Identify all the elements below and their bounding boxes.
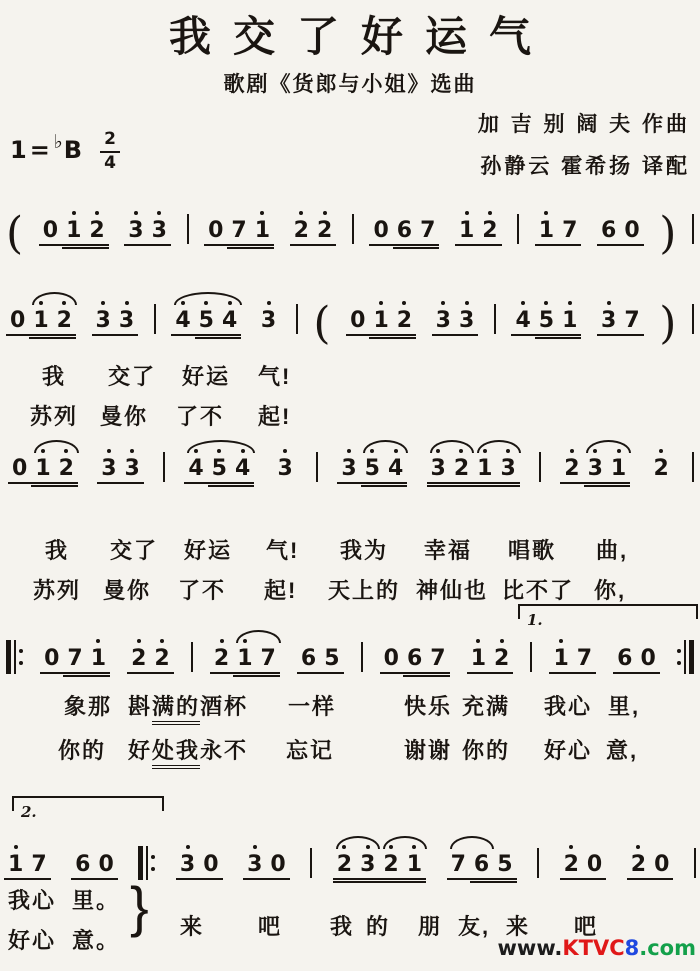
flat-icon: ♭ bbox=[53, 130, 63, 153]
note-group bbox=[627, 852, 674, 880]
note-group bbox=[71, 852, 118, 880]
octave-dot bbox=[569, 845, 573, 849]
lyric: 斟 bbox=[128, 694, 153, 719]
octave-dot bbox=[253, 845, 257, 849]
note: 1 bbox=[535, 218, 558, 246]
note-group bbox=[427, 456, 520, 484]
barline bbox=[191, 642, 193, 672]
lyric: 气! bbox=[258, 364, 292, 389]
note-group bbox=[535, 218, 582, 246]
lyric: 快乐 bbox=[404, 694, 453, 719]
note: 6 bbox=[71, 852, 94, 880]
note-group bbox=[97, 456, 144, 484]
note-group bbox=[369, 218, 439, 246]
lyric: 交了 bbox=[110, 538, 159, 563]
note: 1 bbox=[607, 456, 630, 484]
barline bbox=[361, 642, 363, 672]
note-group bbox=[8, 456, 78, 484]
note: 0 bbox=[369, 218, 392, 246]
ending-bracket-1 bbox=[518, 604, 698, 629]
watermark-part: www. bbox=[497, 936, 563, 960]
note: 6 bbox=[403, 646, 426, 674]
score-line-2 bbox=[6, 298, 694, 349]
translator-credit: 孙静云 霍希扬 译配 bbox=[480, 155, 690, 178]
lyric: 处我 bbox=[152, 734, 200, 769]
note: 2 bbox=[150, 646, 173, 674]
note: 7 bbox=[416, 218, 439, 246]
lyric: 曼你 bbox=[100, 404, 149, 429]
note-group bbox=[40, 646, 110, 674]
octave-dot bbox=[544, 301, 548, 305]
octave-dot bbox=[465, 301, 469, 305]
note-group bbox=[337, 456, 407, 484]
ending-label: 2. bbox=[21, 803, 37, 821]
note: 5 bbox=[195, 308, 218, 336]
octave-dot bbox=[137, 639, 141, 643]
note: 4 bbox=[511, 308, 534, 336]
note: 5 bbox=[535, 308, 558, 336]
octave-dot bbox=[299, 211, 303, 215]
note-group bbox=[127, 646, 174, 674]
note-group bbox=[39, 218, 109, 246]
note: 2 bbox=[649, 456, 672, 484]
octave-dot bbox=[96, 639, 100, 643]
note: 4 bbox=[171, 308, 194, 336]
score-line-3 bbox=[8, 452, 694, 484]
octave-dot bbox=[72, 211, 76, 215]
octave-dot bbox=[570, 449, 574, 453]
note: 7 bbox=[426, 646, 449, 674]
page-title: 我交了好运气 bbox=[168, 13, 553, 60]
note: 5 bbox=[320, 646, 343, 674]
barline bbox=[530, 642, 532, 672]
note: 1 bbox=[473, 456, 496, 484]
slur bbox=[586, 440, 631, 453]
lyric: 忘记 bbox=[286, 738, 335, 763]
lyric: 象那 bbox=[64, 694, 113, 719]
octave-dot bbox=[659, 449, 663, 453]
octave-dot bbox=[488, 211, 492, 215]
note: 3 bbox=[432, 308, 455, 336]
note: 7 bbox=[558, 218, 581, 246]
note-group bbox=[613, 646, 660, 674]
note: 1 bbox=[549, 646, 572, 674]
note-group bbox=[549, 646, 596, 674]
note: 3 bbox=[97, 456, 120, 484]
note: 3 bbox=[121, 456, 144, 484]
note: 4 bbox=[218, 308, 241, 336]
slur bbox=[450, 836, 494, 849]
lyric: 的 bbox=[366, 914, 391, 939]
note-group bbox=[176, 852, 223, 880]
repeat-begin-icon bbox=[6, 640, 23, 674]
slur bbox=[187, 440, 255, 453]
meter-denominator: 4 bbox=[104, 152, 116, 173]
time-signature bbox=[100, 130, 120, 173]
note: 0 bbox=[39, 218, 62, 246]
lyric: 曼你 bbox=[103, 578, 152, 603]
verse-brace: } bbox=[130, 875, 151, 938]
note-group bbox=[92, 308, 139, 336]
note-group bbox=[597, 218, 644, 246]
lyric: 苏列 bbox=[33, 578, 82, 603]
tonic-number: 1 bbox=[10, 135, 27, 164]
octave-dot bbox=[95, 211, 99, 215]
watermark-part: .com bbox=[639, 936, 696, 960]
octave-dot bbox=[125, 301, 129, 305]
lyric: 你的 bbox=[58, 738, 107, 763]
note-group bbox=[297, 646, 344, 674]
right-paren: ) bbox=[659, 298, 677, 349]
octave-dot bbox=[107, 449, 111, 453]
octave-dot bbox=[521, 301, 525, 305]
lyric: 来 bbox=[180, 914, 205, 939]
note-group bbox=[124, 218, 171, 246]
note: 2 bbox=[490, 646, 513, 674]
octave-dot bbox=[323, 211, 327, 215]
slur bbox=[477, 440, 521, 453]
note: 1 bbox=[403, 852, 426, 880]
barline bbox=[296, 304, 298, 334]
note-group bbox=[455, 218, 502, 246]
lyric: 酒杯 bbox=[200, 694, 249, 719]
note-group bbox=[346, 308, 416, 336]
lyric: 起! bbox=[258, 404, 292, 429]
note: 2 bbox=[85, 218, 108, 246]
note: 0 bbox=[199, 852, 222, 880]
lyric: 里, bbox=[608, 694, 641, 719]
octave-dot bbox=[544, 211, 548, 215]
note: 0 bbox=[6, 308, 29, 336]
note-group bbox=[649, 456, 672, 484]
note: 7 bbox=[63, 646, 86, 674]
note: 0 bbox=[94, 852, 117, 880]
lyric: 幸福 bbox=[424, 538, 473, 563]
lyric: 比不了 bbox=[502, 578, 575, 603]
note: 3 bbox=[243, 852, 266, 880]
octave-dot bbox=[441, 301, 445, 305]
slur bbox=[383, 836, 427, 849]
lyric: 起! bbox=[264, 578, 298, 603]
lyric: 我心 bbox=[8, 888, 57, 913]
ending-bracket-2 bbox=[12, 796, 164, 821]
note: 2 bbox=[450, 456, 473, 484]
octave-dot bbox=[101, 301, 105, 305]
octave-dot bbox=[267, 301, 271, 305]
barline bbox=[692, 304, 694, 334]
note-group bbox=[597, 308, 644, 336]
note: 6 bbox=[597, 218, 620, 246]
note: 3 bbox=[455, 308, 478, 336]
note-group bbox=[257, 308, 280, 336]
note: 1 bbox=[455, 218, 478, 246]
note: 0 bbox=[204, 218, 227, 246]
ending-label: 1. bbox=[527, 611, 543, 629]
note: 2 bbox=[627, 852, 650, 880]
note-group bbox=[560, 852, 607, 880]
octave-dot bbox=[607, 301, 611, 305]
barline bbox=[517, 214, 519, 244]
note: 3 bbox=[257, 308, 280, 336]
octave-dot bbox=[476, 639, 480, 643]
lyric: 气! bbox=[266, 538, 300, 563]
note: 5 bbox=[493, 852, 516, 880]
octave-dot bbox=[157, 211, 161, 215]
note: 3 bbox=[92, 308, 115, 336]
note-group bbox=[171, 308, 241, 336]
lyric: 里。 bbox=[72, 888, 121, 913]
score-line-1 bbox=[6, 208, 694, 259]
credits bbox=[478, 104, 690, 188]
lyric: 意。 bbox=[72, 928, 121, 953]
lyric: 我心 bbox=[544, 694, 593, 719]
key-note: B bbox=[63, 135, 83, 164]
octave-dot bbox=[283, 449, 287, 453]
note: 2 bbox=[560, 456, 583, 484]
note-group bbox=[432, 308, 479, 336]
note: 5 bbox=[208, 456, 231, 484]
note: 0 bbox=[346, 308, 369, 336]
octave-dot bbox=[134, 211, 138, 215]
slur bbox=[236, 630, 281, 643]
barline bbox=[692, 214, 694, 244]
octave-dot bbox=[402, 301, 406, 305]
left-paren: ( bbox=[313, 298, 331, 349]
note: 0 bbox=[8, 456, 31, 484]
right-paren: ) bbox=[659, 208, 677, 259]
lyric: 我 bbox=[45, 538, 70, 563]
note: 6 bbox=[613, 646, 636, 674]
octave-dot bbox=[130, 449, 134, 453]
slur bbox=[430, 440, 474, 453]
lyric: 谢谢 bbox=[404, 738, 453, 763]
barline bbox=[154, 304, 156, 334]
lyric: 神仙也 bbox=[416, 578, 489, 603]
note: 6 bbox=[470, 852, 493, 880]
equals-sign: = bbox=[29, 135, 50, 164]
note: 7 bbox=[447, 852, 470, 880]
note: 3 bbox=[148, 218, 171, 246]
watermark-part: 8 bbox=[624, 936, 640, 960]
note-group bbox=[204, 218, 274, 246]
slur bbox=[363, 440, 408, 453]
lyric: 永不 bbox=[200, 738, 249, 763]
note: 7 bbox=[573, 646, 596, 674]
note-group bbox=[447, 852, 517, 880]
barline bbox=[310, 848, 312, 878]
left-paren: ( bbox=[6, 208, 24, 259]
lyric: 意, bbox=[606, 738, 639, 763]
lyric: 曲, bbox=[596, 538, 629, 563]
octave-dot bbox=[260, 211, 264, 215]
lyric: 你, bbox=[594, 578, 627, 603]
note: 1 bbox=[558, 308, 581, 336]
note: 3 bbox=[124, 218, 147, 246]
note: 1 bbox=[4, 852, 27, 880]
note: 3 bbox=[427, 456, 450, 484]
note: 7 bbox=[257, 646, 280, 674]
lyric: 好运 bbox=[184, 538, 233, 563]
note: 2 bbox=[290, 218, 313, 246]
note-group bbox=[274, 456, 297, 484]
note: 5 bbox=[361, 456, 384, 484]
note-group bbox=[290, 218, 337, 246]
note: 7 bbox=[620, 308, 643, 336]
lyric: 友, bbox=[458, 914, 491, 939]
note: 1 bbox=[251, 218, 274, 246]
note: 2 bbox=[127, 646, 150, 674]
note: 1 bbox=[87, 646, 110, 674]
octave-dot bbox=[220, 639, 224, 643]
composer-credit: 加 吉 别 阔 夫 作曲 bbox=[477, 113, 690, 136]
octave-dot bbox=[465, 211, 469, 215]
barline bbox=[494, 304, 496, 334]
note-group bbox=[210, 646, 280, 674]
note: 2 bbox=[379, 852, 402, 880]
lyric: 来 bbox=[506, 914, 531, 939]
page-subtitle: 歌剧《货郎与小姐》选曲 bbox=[223, 73, 477, 96]
slur bbox=[34, 440, 79, 453]
watermark-part: KTVC bbox=[562, 936, 625, 960]
slur bbox=[336, 836, 380, 849]
note: 2 bbox=[53, 308, 76, 336]
note: 3 bbox=[496, 456, 519, 484]
meter-numerator: 2 bbox=[100, 130, 120, 153]
note: 2 bbox=[210, 646, 233, 674]
slur bbox=[174, 292, 242, 305]
note: 0 bbox=[266, 852, 289, 880]
octave-dot bbox=[160, 639, 164, 643]
lyric: 吧 bbox=[574, 914, 599, 939]
watermark bbox=[498, 936, 696, 960]
note: 3 bbox=[584, 456, 607, 484]
note: 6 bbox=[297, 646, 320, 674]
lyric: 一样 bbox=[288, 694, 337, 719]
lyric: 交了 bbox=[108, 364, 157, 389]
note: 0 bbox=[583, 852, 606, 880]
note-group bbox=[243, 852, 290, 880]
barline bbox=[316, 452, 318, 482]
lyric: 好心 bbox=[544, 738, 593, 763]
note: 1 bbox=[369, 308, 392, 336]
lyric: 了不 bbox=[178, 578, 227, 603]
repeat-end-icon bbox=[677, 640, 694, 674]
note-group bbox=[560, 456, 630, 484]
octave-dot bbox=[379, 301, 383, 305]
note: 0 bbox=[40, 646, 63, 674]
lyric: 朋 bbox=[418, 914, 443, 939]
note: 6 bbox=[393, 218, 416, 246]
note-group bbox=[511, 308, 581, 336]
lyric: 了不 bbox=[176, 404, 225, 429]
lyric: 好运 bbox=[182, 364, 231, 389]
note: 0 bbox=[636, 646, 659, 674]
barline bbox=[537, 848, 539, 878]
note: 4 bbox=[231, 456, 254, 484]
note: 3 bbox=[274, 456, 297, 484]
note: 4 bbox=[384, 456, 407, 484]
note: 3 bbox=[597, 308, 620, 336]
note: 4 bbox=[184, 456, 207, 484]
note: 0 bbox=[620, 218, 643, 246]
note: 2 bbox=[333, 852, 356, 880]
note-group bbox=[333, 852, 426, 880]
note: 1 bbox=[29, 308, 52, 336]
note: 2 bbox=[393, 308, 416, 336]
lyric: 我 bbox=[42, 364, 67, 389]
barline bbox=[539, 452, 541, 482]
octave-dot bbox=[186, 845, 190, 849]
lyric: 吧 bbox=[258, 914, 283, 939]
note: 2 bbox=[55, 456, 78, 484]
octave-dot bbox=[559, 639, 563, 643]
lyric: 满的 bbox=[152, 690, 200, 725]
note: 3 bbox=[337, 456, 360, 484]
lyric: 苏列 bbox=[30, 404, 79, 429]
barline bbox=[352, 214, 354, 244]
barline bbox=[187, 214, 189, 244]
note: 3 bbox=[115, 308, 138, 336]
note-group bbox=[380, 646, 450, 674]
octave-dot bbox=[347, 449, 351, 453]
note: 0 bbox=[650, 852, 673, 880]
note: 2 bbox=[313, 218, 336, 246]
note: 3 bbox=[356, 852, 379, 880]
note: 2 bbox=[478, 218, 501, 246]
slur bbox=[32, 292, 77, 305]
score-line-4 bbox=[6, 640, 694, 674]
barline bbox=[694, 848, 696, 878]
note: 1 bbox=[233, 646, 256, 674]
note: 1 bbox=[31, 456, 54, 484]
note: 1 bbox=[62, 218, 85, 246]
note-group bbox=[6, 308, 76, 336]
lyric: 我为 bbox=[340, 538, 389, 563]
lyric: 好心 bbox=[8, 928, 57, 953]
octave-dot bbox=[636, 845, 640, 849]
lyric: 你的 bbox=[462, 738, 511, 763]
note: 1 bbox=[467, 646, 490, 674]
barline bbox=[163, 452, 165, 482]
note-group bbox=[467, 646, 514, 674]
note-group bbox=[184, 456, 254, 484]
note-group bbox=[4, 852, 51, 880]
note: 0 bbox=[380, 646, 403, 674]
lyric: 我 bbox=[330, 914, 355, 939]
note: 3 bbox=[176, 852, 199, 880]
lyric: 充满 bbox=[462, 694, 511, 719]
note: 7 bbox=[27, 852, 50, 880]
score-line-5 bbox=[4, 846, 696, 880]
octave-dot bbox=[500, 639, 504, 643]
lyric: 唱歌 bbox=[508, 538, 557, 563]
lyric: 天上的 bbox=[328, 578, 401, 603]
key-signature bbox=[10, 128, 120, 171]
octave-dot bbox=[14, 845, 18, 849]
barline bbox=[692, 452, 694, 482]
lyric: 好 bbox=[128, 738, 153, 763]
note: 2 bbox=[560, 852, 583, 880]
octave-dot bbox=[568, 301, 572, 305]
note: 7 bbox=[227, 218, 250, 246]
